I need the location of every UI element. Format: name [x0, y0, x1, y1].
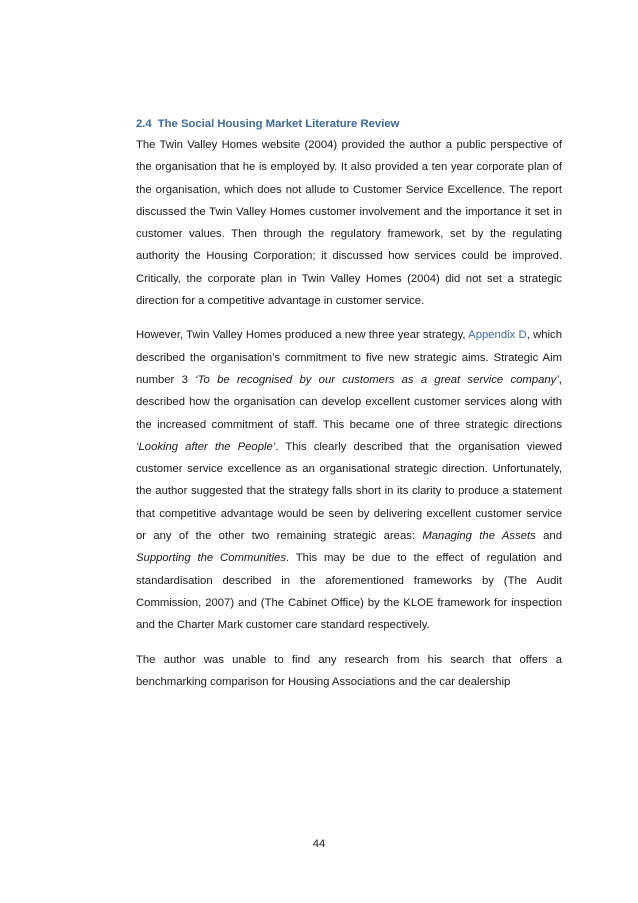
paragraph-2-text: and: [535, 530, 562, 543]
strategic-area-communities: Supporting the Communities: [136, 552, 286, 565]
strategic-direction-quote: ‘Looking after the People’: [136, 440, 276, 453]
page-number: 44: [312, 838, 326, 850]
strategic-aim-quote: ‘To be recognised by our customers as a great service company’: [195, 373, 559, 386]
paragraph-2-text: . This may be due to the effect of regulation and standardisation described in the aforementioned frameworks by (The Audit Commission, 2007) and (The Cabinet Office) by the KLOE framework for inspection and the Charter Mark customer care standard respectively.: [136, 552, 563, 632]
paragraph-1: The Twin Valley Homes website (2004) provided the author a public perspective of the organisation that he is employed by. It also provided a ten year corporate plan of the organisation, which does not allude to Customer Service Excellence. The report discussed the Twin Valley Homes customer involvement and the importance it set in customer values. Then through the regulatory framework, set by the regulating authority the Housing Corporation; it discussed how services could be improved. Critically, the corporate plan in Twin Valley Homes (2004) did not set a strategic direction for a competitive advantage in customer service.: [136, 139, 562, 308]
paragraph-3: The author was unable to find any research from his search that offers a benchmarking comparison for Housing Associations and the car dealership: [136, 653, 562, 688]
paragraph-2: [136, 324, 562, 636]
paragraph-2-text: . This clearly described that the organisation viewed customer service excellence as an organisational strategic direction. Unfortunately, the author suggested that the strategy falls short in its clarity to produce a statement that competitive advantage would be seen by delivering excellent customer service or any of the other two remaining strategic areas:: [136, 440, 562, 543]
appendix-d-link[interactable]: Appendix D: [468, 329, 527, 342]
page-content: [136, 114, 562, 693]
section-number: 2.4: [136, 118, 152, 130]
paragraph-2-text: However, Twin Valley Homes produced a new three year strategy,: [136, 329, 469, 342]
section-heading: [136, 114, 562, 134]
paragraph-2-text: , which described the organisation’s commitment to five new strategic aims. Strategic Aim number 3: [136, 329, 562, 386]
section-title: The Social Housing Market Literature Review: [157, 118, 400, 130]
strategic-area-assets: Managing the Assets: [422, 530, 536, 543]
paragraph-2-text: , described how the organisation can develop excellent customer services along with the increased commitment of staff. This became one of three strategic directions: [136, 373, 562, 431]
